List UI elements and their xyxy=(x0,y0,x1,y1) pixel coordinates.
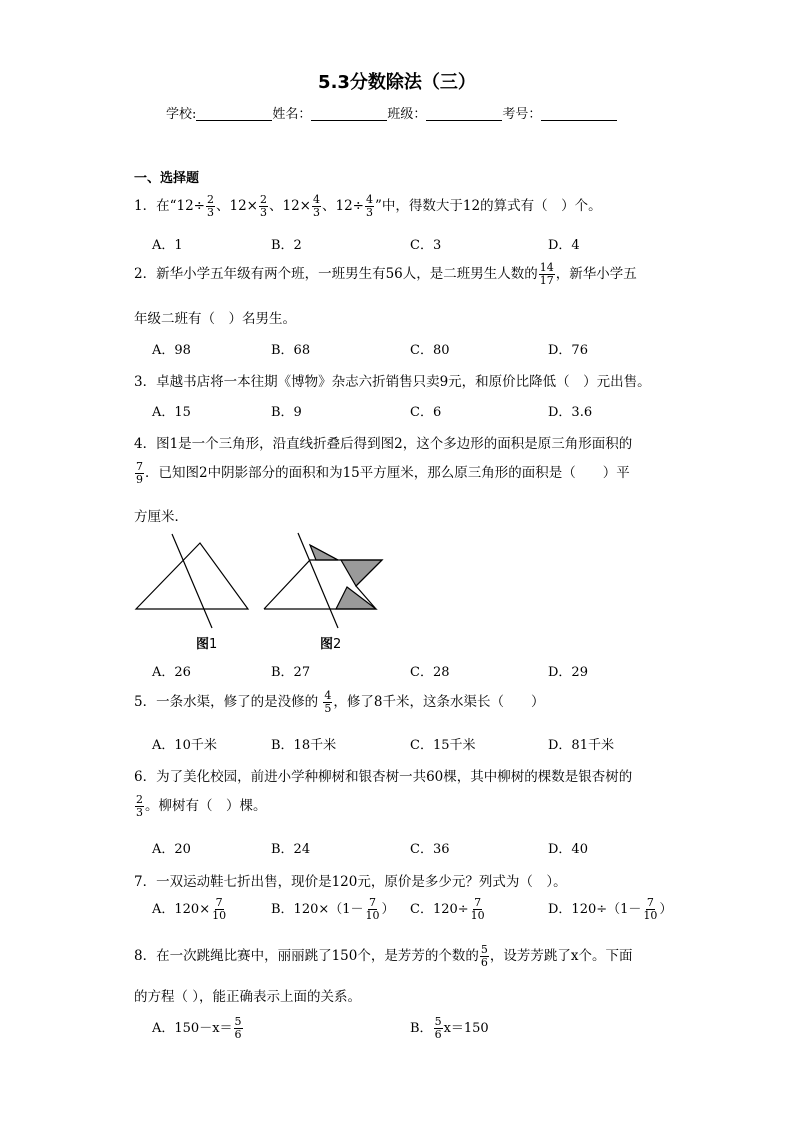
q6-fraction xyxy=(135,794,144,819)
q8-b-num: 5 xyxy=(434,1015,442,1028)
fig2-shade-bottom xyxy=(336,587,376,609)
q7-d-post: ） xyxy=(659,902,673,917)
class-blank[interactable] xyxy=(426,106,502,121)
question-6-line-1: 6．为了美化校园，前进小学种柳树和银杏树一共60棵，其中柳树的棵数是银杏树的 xyxy=(134,769,633,785)
number-label: 考号： xyxy=(502,107,542,122)
school-blank[interactable] xyxy=(196,106,272,121)
class-label: 班级： xyxy=(387,107,427,122)
q7-c-num: 7 xyxy=(474,896,482,909)
q7-d-pre: D．120÷（1－ xyxy=(548,902,642,917)
fig1-triangle-outline xyxy=(136,543,248,609)
question-3: 3．卓越书店将一本往期《博物》杂志六折销售只卖9元，和原价比降低（ ）元出售。 xyxy=(134,374,651,390)
q6-option-c[interactable]: C．36 xyxy=(410,842,450,857)
fig1-label-num: 1 xyxy=(209,637,218,652)
q2-option-a[interactable]: A．98 xyxy=(152,343,191,358)
q1-f2-den: 3 xyxy=(259,206,267,219)
figure-2-folded-polygon xyxy=(258,530,388,630)
q7-b-den: 10 xyxy=(365,909,380,922)
q1-mid2: 、12× xyxy=(268,198,311,214)
q8-fraction xyxy=(480,944,489,969)
figure-1-label xyxy=(196,633,217,652)
q5-option-d[interactable]: D．81千米 xyxy=(548,738,614,753)
q6-f-den: 3 xyxy=(136,806,143,819)
q4-fraction xyxy=(135,461,144,486)
school-label: 学校: xyxy=(166,107,197,122)
q3-option-d[interactable]: D．3.6 xyxy=(548,405,593,420)
q7-a-pre: A．120× xyxy=(152,902,211,917)
fig1-fold-line xyxy=(172,534,212,628)
q8-a-den: 6 xyxy=(234,1028,242,1041)
q1-fraction-2 xyxy=(259,194,268,219)
q1-mid3: 、12÷ xyxy=(321,198,364,214)
q4-f-num: 7 xyxy=(136,460,143,473)
fig2-shade-right xyxy=(341,560,382,586)
name-label: 姓名： xyxy=(272,107,312,122)
q6-option-d[interactable]: D．40 xyxy=(548,842,588,857)
q1-option-a[interactable]: A．1 xyxy=(152,238,183,253)
figure-2-label xyxy=(320,633,341,652)
q4-option-d[interactable]: D．29 xyxy=(548,665,588,680)
figure-1-triangle xyxy=(130,530,255,630)
q2-option-d[interactable]: D．76 xyxy=(548,343,588,358)
q7-b-pre: B．120×（1－ xyxy=(271,902,364,917)
q2-text-1: 2．新华小学五年级有两个班，一班男生有56人，是二班男生人数的 xyxy=(134,266,538,282)
q1-post: ”中，得数大于12的算式有（ ）个。 xyxy=(374,198,602,214)
question-8-line-2: 的方程（ ），能正确表示上面的关系。 xyxy=(134,989,362,1005)
q6-option-a[interactable]: A．20 xyxy=(152,842,191,857)
q3-option-c[interactable]: C．6 xyxy=(410,405,442,420)
q7-option-c[interactable] xyxy=(410,897,487,922)
q8-option-b[interactable] xyxy=(410,1016,489,1041)
q7-d-fraction xyxy=(642,897,658,922)
q1-fraction-1 xyxy=(206,194,215,219)
question-4-line-2 xyxy=(134,461,630,486)
q1-mid1: 、12× xyxy=(215,198,258,214)
q8-a-pre: A．150－x＝ xyxy=(152,1021,233,1036)
number-blank[interactable] xyxy=(541,106,617,121)
q6-option-b[interactable]: B．24 xyxy=(271,842,311,857)
fig2-fold-line xyxy=(298,533,338,628)
question-1 xyxy=(134,194,602,219)
q3-option-a[interactable]: A．15 xyxy=(152,405,191,420)
q6-text-2: 。柳树有（ ）棵。 xyxy=(145,798,267,814)
q7-c-fraction xyxy=(470,897,486,922)
fig1-label-text: 图 xyxy=(196,637,210,652)
q5-f-den: 5 xyxy=(324,702,332,715)
q3-option-b[interactable]: B．9 xyxy=(271,405,302,420)
q5-post: ，修了8千米，这条水渠长（ ） xyxy=(333,694,545,710)
q7-b-post: ） xyxy=(381,902,395,917)
q1-pre: 1．在“12÷ xyxy=(134,198,205,214)
q7-b-fraction xyxy=(365,897,381,922)
q5-option-c[interactable]: C．15千米 xyxy=(410,738,476,753)
q4-option-c[interactable]: C．28 xyxy=(410,665,450,680)
question-5 xyxy=(134,690,544,715)
q7-option-b[interactable] xyxy=(271,897,395,922)
q8-a-fraction xyxy=(234,1016,243,1041)
q5-option-a[interactable]: A．10千米 xyxy=(152,738,217,753)
q1-f1-num: 2 xyxy=(206,193,214,206)
q7-d-den: 10 xyxy=(643,909,658,922)
q8-b-post: x＝150 xyxy=(443,1021,489,1036)
q7-c-den: 10 xyxy=(470,909,485,922)
name-blank[interactable] xyxy=(311,106,387,121)
q1-fraction-3 xyxy=(312,194,321,219)
q1-f3-num: 4 xyxy=(312,193,320,206)
q1-f4-den: 3 xyxy=(365,206,373,219)
q7-c-pre: C．120÷ xyxy=(410,902,469,917)
q8-f-num: 5 xyxy=(480,943,488,956)
q5-f-num: 4 xyxy=(324,689,332,702)
section-heading: 一、选择题 xyxy=(134,171,200,186)
q4-option-b[interactable]: B．27 xyxy=(271,665,311,680)
q1-f3-den: 3 xyxy=(312,206,320,219)
q1-f1-den: 3 xyxy=(206,206,214,219)
q8-f-den: 6 xyxy=(480,956,488,969)
question-6-line-2 xyxy=(134,794,267,819)
q2-option-b[interactable]: B．68 xyxy=(271,343,311,358)
q8-option-a[interactable] xyxy=(152,1016,244,1041)
q5-fraction xyxy=(323,690,332,715)
q1-option-c[interactable]: C．3 xyxy=(410,238,442,253)
fig2-label-num: 2 xyxy=(333,637,342,652)
question-4-line-3: 方厘米． xyxy=(134,509,188,525)
q2-option-c[interactable]: C．80 xyxy=(410,343,450,358)
q1-f4-num: 4 xyxy=(365,193,373,206)
question-2-line-2: 年级二班有（ ）名男生。 xyxy=(134,311,296,327)
q8-text-1: 8．在一次跳绳比赛中，丽丽跳了150个，是芳芳的个数的 xyxy=(134,948,479,964)
q2-f-num: 14 xyxy=(539,261,554,274)
q2-f-den: 17 xyxy=(539,274,554,287)
q8-b-den: 6 xyxy=(434,1028,442,1041)
q7-option-a[interactable] xyxy=(152,897,228,922)
q8-text-1b: ，设芳芳跳了x个。下面 xyxy=(489,948,633,964)
q5-option-b[interactable]: B．18千米 xyxy=(271,738,337,753)
q1-f2-num: 2 xyxy=(259,193,267,206)
question-4-line-1: 4．图1是一个三角形，沿直线折叠后得到图2，这个多边形的面积是原三角形面积的 xyxy=(134,436,633,452)
q6-f-num: 2 xyxy=(136,793,143,806)
q4-option-a[interactable]: A．26 xyxy=(152,665,191,680)
q5-pre: 5．一条水渠，修了的是没修的 xyxy=(134,694,319,710)
question-7: 7．一双运动鞋七折出售，现价是120元，原价是多少元？列式为（ ）。 xyxy=(134,874,567,890)
q1-option-b[interactable]: B．2 xyxy=(271,238,302,253)
q7-d-num: 7 xyxy=(646,896,654,909)
q8-a-num: 5 xyxy=(234,1015,242,1028)
q1-fraction-4 xyxy=(365,194,374,219)
question-2-line-1 xyxy=(134,262,637,287)
q2-text-1b: ，新华小学五 xyxy=(555,266,637,282)
fig2-label-text: 图 xyxy=(320,637,334,652)
q4-text-2: ．已知图2中阴影部分的面积和为15平方厘米，那么原三角形的面积是（ ）平 xyxy=(145,465,630,481)
q8-b-fraction xyxy=(434,1016,443,1041)
q7-option-d[interactable] xyxy=(548,897,672,922)
page-title: 5.3分数除法（三） xyxy=(318,72,476,93)
q1-option-d[interactable]: D．4 xyxy=(548,238,580,253)
q4-f-den: 9 xyxy=(136,473,143,486)
q7-b-num: 7 xyxy=(369,896,377,909)
question-8-line-1 xyxy=(134,944,632,969)
q7-a-fraction xyxy=(211,897,227,922)
q7-a-den: 10 xyxy=(212,909,227,922)
q2-fraction xyxy=(539,262,555,287)
q7-a-num: 7 xyxy=(215,896,223,909)
student-info-line xyxy=(166,103,617,122)
q8-b-pre: B． xyxy=(410,1021,433,1036)
